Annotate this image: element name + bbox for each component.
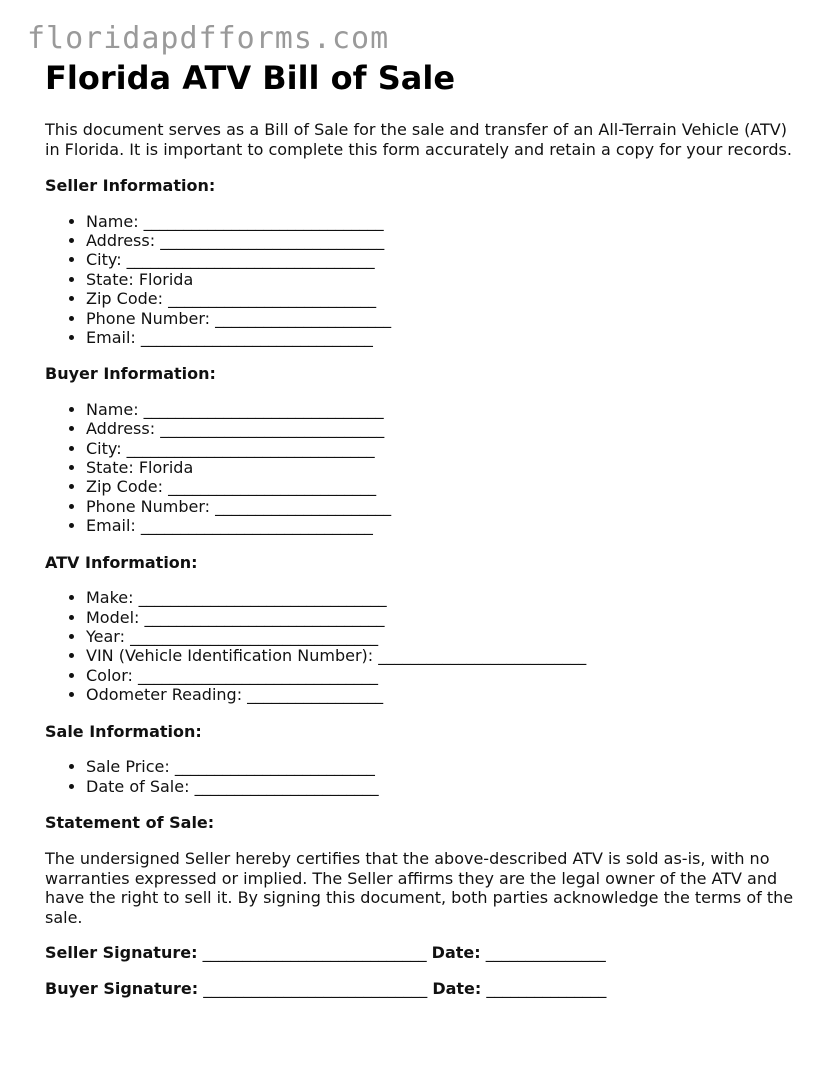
seller-signature-line[interactable] bbox=[45, 943, 795, 963]
watermark-text: floridapdfforms.com bbox=[27, 21, 390, 56]
buyer-signature-line[interactable] bbox=[45, 979, 795, 999]
buyer-address-field[interactable]: • Address: ____________________________ bbox=[86, 419, 795, 438]
seller-phone-field[interactable]: • Phone Number: ______________________ bbox=[86, 309, 795, 328]
atv-model-field[interactable]: • Model: ______________________________ bbox=[86, 608, 795, 627]
atv-color-field[interactable]: • Color: ______________________________ bbox=[86, 666, 795, 685]
atv-vin-field[interactable]: • VIN (Vehicle Identification Number): __________________________ bbox=[86, 646, 795, 665]
seller-address-field[interactable]: • Address: ____________________________ bbox=[86, 231, 795, 250]
seller-name-field[interactable]: • Name: ______________________________ bbox=[86, 212, 795, 231]
atv-make-field[interactable]: • Make: _______________________________ bbox=[86, 588, 795, 607]
buyer-info-list bbox=[45, 400, 795, 536]
sale-section-heading: Sale Information: bbox=[45, 721, 202, 741]
document-title: Florida ATV Bill of Sale bbox=[45, 59, 456, 97]
seller-signature-blank[interactable]: ____________________________ bbox=[197, 943, 432, 963]
buyer-date-blank[interactable]: _______________ bbox=[481, 978, 607, 998]
buyer-zip-field[interactable]: • Zip Code: __________________________ bbox=[86, 477, 795, 496]
buyer-name-field[interactable]: • Name: ______________________________ bbox=[86, 400, 795, 419]
buyer-signature-blank[interactable]: ____________________________ bbox=[198, 978, 433, 998]
statement-section-heading: Statement of Sale: bbox=[45, 812, 215, 832]
buyer-date-label: Date: bbox=[432, 978, 482, 998]
seller-state-field: • State: Florida bbox=[86, 270, 795, 289]
atv-year-field[interactable]: • Year: _______________________________ bbox=[86, 627, 795, 646]
seller-city-field[interactable]: • City: _______________________________ bbox=[86, 250, 795, 269]
sale-date-field[interactable]: • Date of Sale: _______________________ bbox=[86, 777, 795, 796]
seller-info-list bbox=[45, 212, 795, 348]
atv-section-heading: ATV Information: bbox=[45, 552, 198, 572]
atv-odometer-field[interactable]: • Odometer Reading: _________________ bbox=[86, 685, 795, 704]
seller-date-blank[interactable]: _______________ bbox=[480, 943, 606, 963]
document-page bbox=[45, 58, 795, 998]
sale-price-field[interactable]: • Sale Price: _________________________ bbox=[86, 757, 795, 776]
buyer-email-field[interactable]: • Email: _____________________________ bbox=[86, 516, 795, 535]
seller-email-field[interactable]: • Email: _____________________________ bbox=[86, 328, 795, 347]
intro-paragraph: This document serves as a Bill of Sale for the sale and transfer of an All-Terrain Vehicle (ATV) in Florida. It is important to complete this form accurately and retain a copy for your records. bbox=[45, 120, 792, 159]
seller-signature-label: Seller Signature: bbox=[45, 943, 198, 963]
buyer-state-field: • State: Florida bbox=[86, 458, 795, 477]
buyer-section-heading: Buyer Information: bbox=[45, 364, 216, 384]
sale-info-list bbox=[45, 757, 795, 796]
statement-paragraph: The undersigned Seller hereby certifies that the above-described ATV is sold as-is, with no warranties expressed or implied. The Seller affirms they are the legal owner of the ATV and have the right to sell it. By signing this document, both parties acknowledge the terms of the sale. bbox=[45, 849, 794, 927]
buyer-city-field[interactable]: • City: _______________________________ bbox=[86, 439, 795, 458]
buyer-phone-field[interactable]: • Phone Number: ______________________ bbox=[86, 497, 795, 516]
seller-section-heading: Seller Information: bbox=[45, 176, 216, 195]
buyer-signature-label: Buyer Signature: bbox=[45, 978, 199, 998]
seller-zip-field[interactable]: • Zip Code: __________________________ bbox=[86, 289, 795, 308]
atv-info-list bbox=[45, 588, 795, 704]
seller-date-label: Date: bbox=[431, 943, 481, 963]
